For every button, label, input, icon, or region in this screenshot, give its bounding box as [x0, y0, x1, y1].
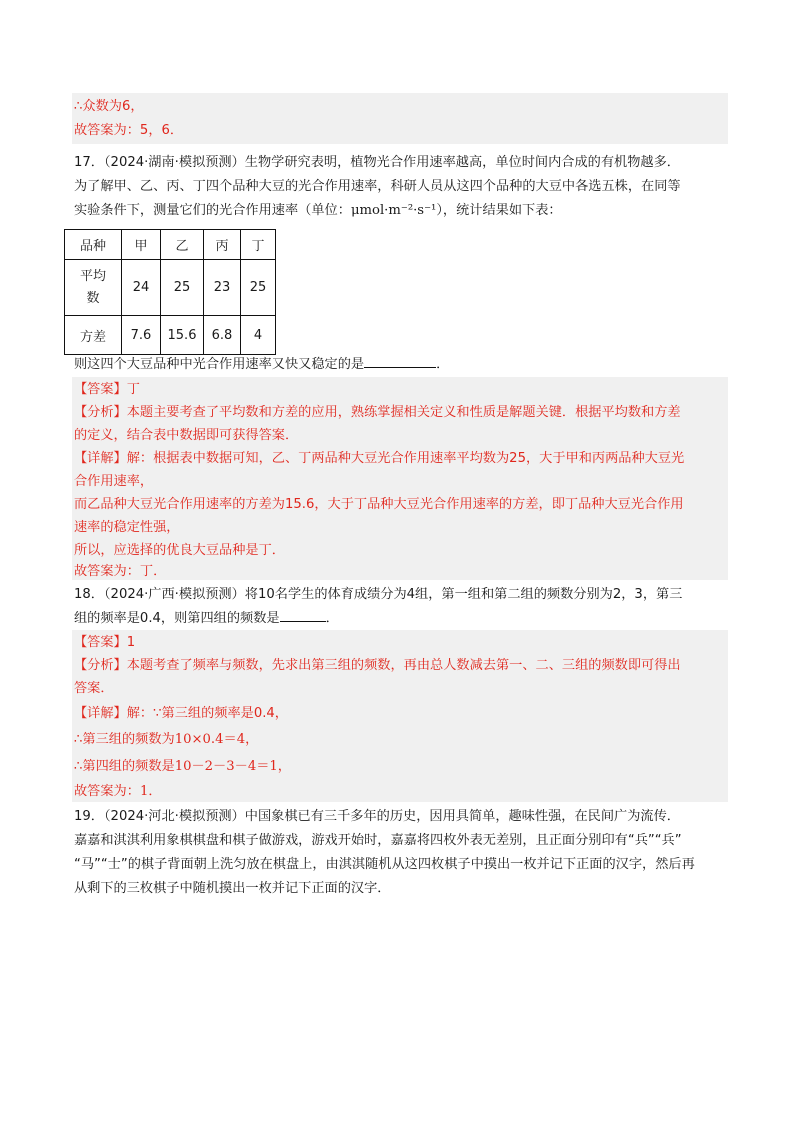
q17-intro-3a: 实验条件下，测量它们的光合作用速率（单位： — [74, 203, 351, 218]
variance-label-cell: 方差 — [65, 316, 122, 355]
q17-analysis-1: 【分析】本题主要考查了平均数和方差的应用，熟练掌握相关定义和性质是解题关键．根据平均数和方差 — [74, 405, 681, 420]
q18-detail-2-end: ， — [245, 732, 259, 747]
table-header-cell: 乙 — [161, 230, 204, 260]
q18-final-math: 1 — [139, 784, 149, 799]
q17-intro-3b: ），统计结果如下表： — [436, 203, 562, 218]
prev-mode-line: ∴众数为6， — [74, 99, 144, 114]
q17-final: 故答案为：丁． — [74, 564, 167, 579]
table-row-mean — [65, 260, 276, 316]
q17-data-table — [64, 229, 276, 355]
q17-answer: 【答案】丁 — [74, 382, 140, 397]
q18-final-text: 故答案为： — [74, 784, 140, 799]
q18-analysis-2: 答案． — [74, 681, 114, 696]
variance-cell: 4 — [241, 316, 276, 355]
mean-cell: 25 — [161, 260, 204, 316]
table-header-cell: 丁 — [241, 230, 276, 260]
q17-detail-5: 所以，应选择的优良大豆品种是丁． — [74, 543, 285, 558]
q19-line-1: 19．（2024·河北·模拟预测）中国象棋已有三千多年的历史，因用具简单，趣味性强，在民间广为流传． — [74, 809, 680, 824]
table-row-variance — [65, 316, 276, 355]
q17-unit: μmol·m⁻²·s⁻¹ — [350, 203, 437, 218]
q18-detail-3-math: 10－2－3－4＝1 — [174, 759, 278, 774]
q17-intro-line-3 — [74, 202, 562, 220]
q18-analysis-1: 【分析】本题考查了频率与频数，先求出第三组的频数，再由总人数减去第一、二、三组的频数即可得出 — [74, 658, 681, 673]
mean-cell: 25 — [241, 260, 276, 316]
mean-cell: 24 — [122, 260, 161, 316]
q18-final — [74, 783, 162, 801]
q18-intro-2 — [74, 609, 339, 628]
q19-line-4: 从剩下的三枚棋子中随机摸出一枚并记下正面的汉字． — [74, 881, 391, 896]
variance-cell: 6.8 — [204, 316, 241, 355]
q17-question — [74, 355, 449, 374]
q19-line-2: 嘉嘉和淇淇利用象棋棋盘和棋子做游戏，游戏开始时，嘉嘉将四枚外表无差别，且正面分别印有“兵”“兵” — [74, 833, 682, 848]
q18-detail-1: 【详解】解：∵第三组的频率是0.4， — [74, 706, 288, 721]
answer-blank — [280, 609, 326, 622]
q17-question-text: 则这四个大豆品种中光合作用速率又快又稳定的是 — [74, 357, 365, 372]
q17-intro-line-1: 17．（2024·湖南·模拟预测）生物学研究表明，植物光合作用速率越高，单位时间内合成的有机物越多． — [74, 155, 680, 170]
answer-blank — [364, 355, 436, 368]
q18-final-end: ． — [148, 784, 162, 799]
q18-intro-2-text: 组的频率是0.4，则第四组的频数是 — [74, 611, 280, 626]
q18-answer: 【答案】1 — [74, 635, 136, 650]
q17-detail-3: 而乙品种大豆光合作用速率的方差为15.6，大于丁品种大豆光合作用速率的方差，即丁品种大豆光合作用 — [74, 497, 684, 512]
q18-detail-2 — [74, 731, 258, 749]
q17-detail-2: 合作用速率， — [74, 474, 154, 489]
q18-intro-2-end: ． — [325, 611, 339, 626]
q18-detail-2-math: 10×0.4＝4 — [174, 732, 246, 747]
q18-intro-1: 18．（2024·广西·模拟预测）将10名学生的体育成绩分为4组，第一组和第二组的频数分别为2，3，第三 — [74, 587, 683, 602]
q18-detail-3-end: ， — [277, 759, 291, 774]
table-row-header — [65, 230, 276, 260]
q18-detail-3 — [74, 758, 291, 776]
q17-intro-line-2: 为了解甲、乙、丙、丁四个品种大豆的光合作用速率，科研人员从这四个品种的大豆中各选五株，在同等 — [74, 179, 681, 194]
mean-label-cell — [65, 260, 122, 316]
q17-detail-1: 【详解】解：根据表中数据可知，乙、丁两品种大豆光合作用速率平均数为25，大于甲和丙两品种大豆光 — [74, 451, 685, 466]
q18-detail-3-text: ∴第四组的频数是 — [74, 759, 175, 774]
q18-detail-2-text: ∴第三组的频数为 — [74, 732, 175, 747]
table-header-cell: 品种 — [65, 230, 122, 260]
prev-answer-line: 故答案为：5，6． — [74, 123, 184, 138]
variance-cell: 7.6 — [122, 316, 161, 355]
variance-cell: 15.6 — [161, 316, 204, 355]
q17-detail-4: 速率的稳定性强， — [74, 520, 180, 535]
table-header-cell: 丙 — [204, 230, 241, 260]
mean-label-line-1: 平均 — [79, 268, 106, 284]
mean-cell: 23 — [204, 260, 241, 316]
q17-analysis-2: 的定义，结合表中数据即可获得答案． — [74, 428, 299, 443]
q17-question-end: ． — [436, 357, 450, 372]
q19-line-3: “马”“士”的棋子背面朝上洗匀放在棋盘上，由淇淇随机从这四枚棋子中摸出一枚并记下正面的汉字，然后再 — [74, 857, 695, 872]
mean-label-line-2: 数 — [86, 290, 100, 306]
table-header-cell: 甲 — [122, 230, 161, 260]
